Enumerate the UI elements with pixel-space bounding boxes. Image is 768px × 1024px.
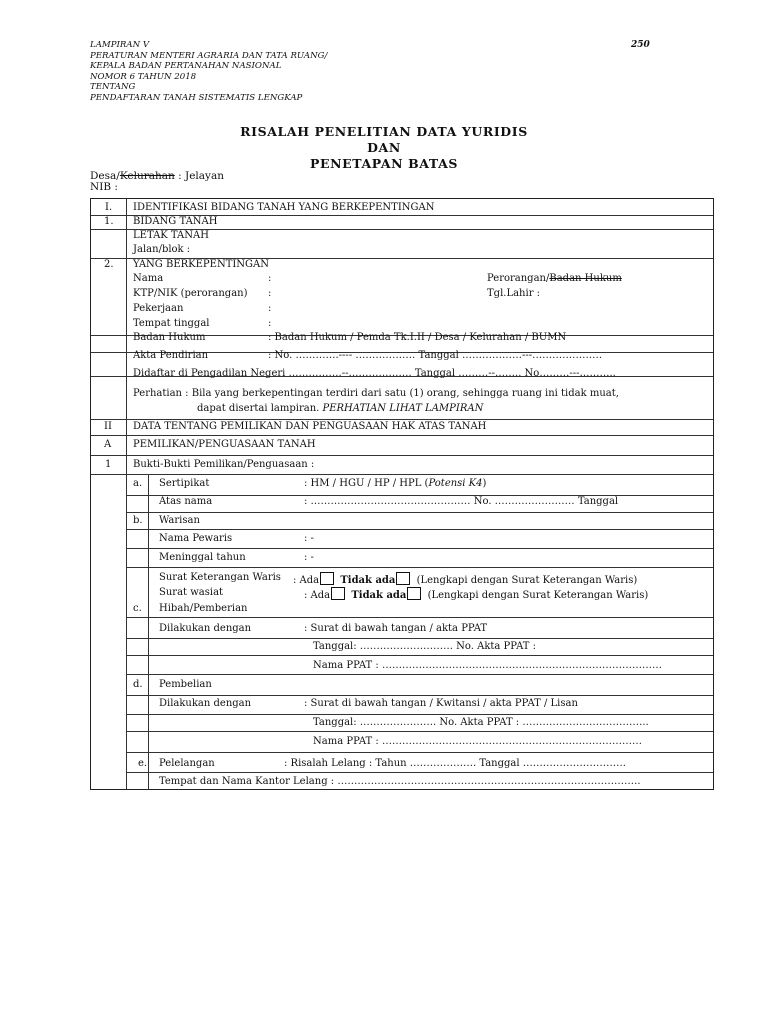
badan-hukum-struck: Badan Hukum bbox=[549, 273, 622, 284]
ktp-label: KTP/NIK (perorangan) bbox=[133, 288, 248, 299]
badan-hukum-label: Badan Hukum bbox=[133, 332, 206, 343]
didaftar-line: Didaftar di Pengadilan Negeri …………….--………………. Tanggal ………--…….. No………---……….. bbox=[133, 368, 616, 379]
dilakukan-d-label: Dilakukan dengan bbox=[159, 698, 252, 709]
section1-title: IDENTIFIKASI BIDANG TANAH YANG BERKEPENTINGAN bbox=[133, 202, 435, 213]
nib-line: NIB : bbox=[90, 181, 118, 193]
nama-ppat-d-line: Nama PPAT : …………………………………………………………………… bbox=[313, 736, 642, 747]
tidak-ada-checkbox[interactable] bbox=[407, 587, 421, 600]
tidak-ada-checkbox[interactable] bbox=[396, 572, 410, 585]
jalan-blok-label: Jalan/blok : bbox=[133, 244, 191, 255]
meninggal-label: Meninggal tahun bbox=[159, 552, 246, 563]
desa-value: : Jelayan bbox=[174, 170, 225, 182]
tanggal-d-line: Tanggal: ………………….. No. Akta PPAT : ……………………………….. bbox=[313, 717, 649, 728]
nama-pewaris-value: : - bbox=[304, 533, 314, 544]
doc-title-line1: RISALAH PENELITIAN DATA YURIDIS bbox=[240, 124, 528, 139]
item-a-letter: a. bbox=[133, 478, 143, 489]
surat-wasiat-label: Surat wasiat bbox=[159, 587, 224, 598]
suket-waris-label: Surat Keterangan Waris bbox=[159, 572, 281, 583]
sub1-number: 1. bbox=[104, 216, 114, 227]
sectionA-letter: A bbox=[104, 439, 112, 450]
perhatian-line2: dapat disertai lampiran. PERHATIAN LIHAT LAMPIRAN bbox=[197, 403, 484, 414]
doc-title-line2: DAN bbox=[367, 140, 401, 155]
sub2-title: YANG BERKEPENTINGAN bbox=[133, 259, 270, 270]
atas-nama-label: Atas nama bbox=[159, 496, 213, 507]
ada-checkbox[interactable] bbox=[331, 587, 345, 600]
tanggal-c-line: Tanggal: ………………………. No. Akta PPAT : bbox=[313, 641, 536, 652]
perorangan-option: Perorangan/Badan Hukum bbox=[487, 273, 622, 284]
desa-label: Desa/ bbox=[90, 170, 120, 182]
letak-tanah-label: LETAK TANAH bbox=[133, 230, 209, 241]
item-b-letter: b. bbox=[133, 515, 143, 526]
item-d-letter: d. bbox=[133, 679, 143, 690]
doc-title-line3: PENETAPAN BATAS bbox=[309, 156, 459, 171]
sertipikat-label: Sertipikat bbox=[159, 478, 210, 489]
colon: : bbox=[268, 273, 272, 284]
pembelian-label: Pembelian bbox=[159, 679, 212, 690]
header-line: PENDAFTARAN TANAH SISTEMATIS LENGKAP bbox=[90, 92, 303, 103]
bukti-number: 1 bbox=[105, 459, 112, 470]
colon: : bbox=[268, 303, 272, 314]
tempat-lelang-line: Tempat dan Nama Kantor Lelang : ………………………………………………………………………………. bbox=[159, 776, 641, 787]
header-line: LAMPIRAN V bbox=[90, 40, 150, 50]
page-number: 250 bbox=[631, 40, 650, 50]
warisan-label: Warisan bbox=[159, 515, 200, 526]
akta-pendirian-label: Akta Pendirian bbox=[133, 350, 209, 361]
potensi-k4: Potensi K4 bbox=[428, 478, 483, 489]
form-table bbox=[90, 198, 714, 790]
sectionA-title: PEMILIKAN/PENGUASAAN TANAH bbox=[133, 439, 316, 450]
suket-waris-options: : Ada Tidak ada (Lengkapi dengan Surat Keterangan Waris) bbox=[293, 572, 637, 587]
sub2-number: 2. bbox=[104, 259, 114, 270]
akta-pendirian-value: : No. ………….---- ……………… Tanggal ………………---………………… bbox=[268, 350, 603, 361]
section2-number: II bbox=[104, 421, 112, 432]
nama-ppat-c-line: Nama PPAT : ………………………………………………………………………… bbox=[313, 660, 662, 671]
section2-title: DATA TENTANG PEMILIKAN DAN PENGUASAAN HAK ATAS TANAH bbox=[133, 421, 487, 432]
ada-checkbox[interactable] bbox=[320, 572, 334, 585]
document-header bbox=[90, 40, 656, 104]
pelelangan-label: Pelelangan bbox=[159, 758, 215, 769]
bukti-title: Bukti-Bukti Pemilikan/Penguasaan : bbox=[133, 459, 315, 470]
item-e-letter: e. bbox=[138, 758, 148, 769]
colon: : bbox=[268, 288, 272, 299]
pekerjaan-label: Pekerjaan bbox=[133, 303, 184, 314]
perhatian-lampiran: PERHATIAN LIHAT LAMPIRAN bbox=[322, 403, 484, 414]
nama-label: Nama bbox=[133, 273, 164, 284]
tgl-lahir-label: Tgl.Lahir : bbox=[487, 288, 541, 299]
dilakukan-d-value: : Surat di bawah tangan / Kwitansi / akta PPAT / Lisan bbox=[304, 698, 578, 709]
sub1-title: BIDANG TANAH bbox=[133, 216, 218, 227]
tidak-ada-label: Tidak ada bbox=[340, 575, 396, 586]
sertipikat-value: : HM / HGU / HP / HPL (Potensi K4) bbox=[304, 478, 487, 489]
colon: : bbox=[268, 318, 272, 329]
dilakukan-c-label: Dilakukan dengan bbox=[159, 623, 252, 634]
header-line: PERATURAN MENTERI AGRARIA DAN TATA RUANG/ bbox=[90, 50, 328, 61]
surat-wasiat-options: : Ada Tidak ada (Lengkapi dengan Surat Keterangan Waris) bbox=[304, 587, 648, 602]
meninggal-value: : - bbox=[304, 552, 314, 563]
header-line: NOMOR 6 TAHUN 2018 bbox=[90, 71, 197, 82]
badan-hukum-value: : Badan Hukum / Pemda Tk.I.II / Desa / Kelurahan / BUMN bbox=[268, 332, 567, 343]
pelelangan-value: : Risalah Lelang : Tahun ……………….. Tanggal …………………………. bbox=[284, 758, 626, 769]
perhatian-line1: Perhatian : Bila yang berkepentingan terdiri dari satu (1) orang, sehingga ruang ini tidak muat, bbox=[133, 388, 619, 399]
hibah-label: Hibah/Pemberian bbox=[159, 603, 248, 614]
atas-nama-value: : ………………………………………… No. …………………… Tanggal bbox=[304, 496, 619, 507]
kelurahan-struck: Kelurahan bbox=[119, 170, 175, 182]
nama-pewaris-label: Nama Pewaris bbox=[159, 533, 233, 544]
header-line: KEPALA BADAN PERTANAHAN NASIONAL bbox=[90, 61, 282, 72]
header-line: TENTANG bbox=[90, 82, 136, 93]
dilakukan-c-value: : Surat di bawah tangan / akta PPAT bbox=[304, 623, 488, 634]
tidak-ada-label: Tidak ada bbox=[351, 590, 407, 601]
section1-number: I. bbox=[105, 202, 113, 213]
tempat-tinggal-label: Tempat tinggal bbox=[133, 318, 210, 329]
item-c-letter: c. bbox=[133, 603, 142, 614]
